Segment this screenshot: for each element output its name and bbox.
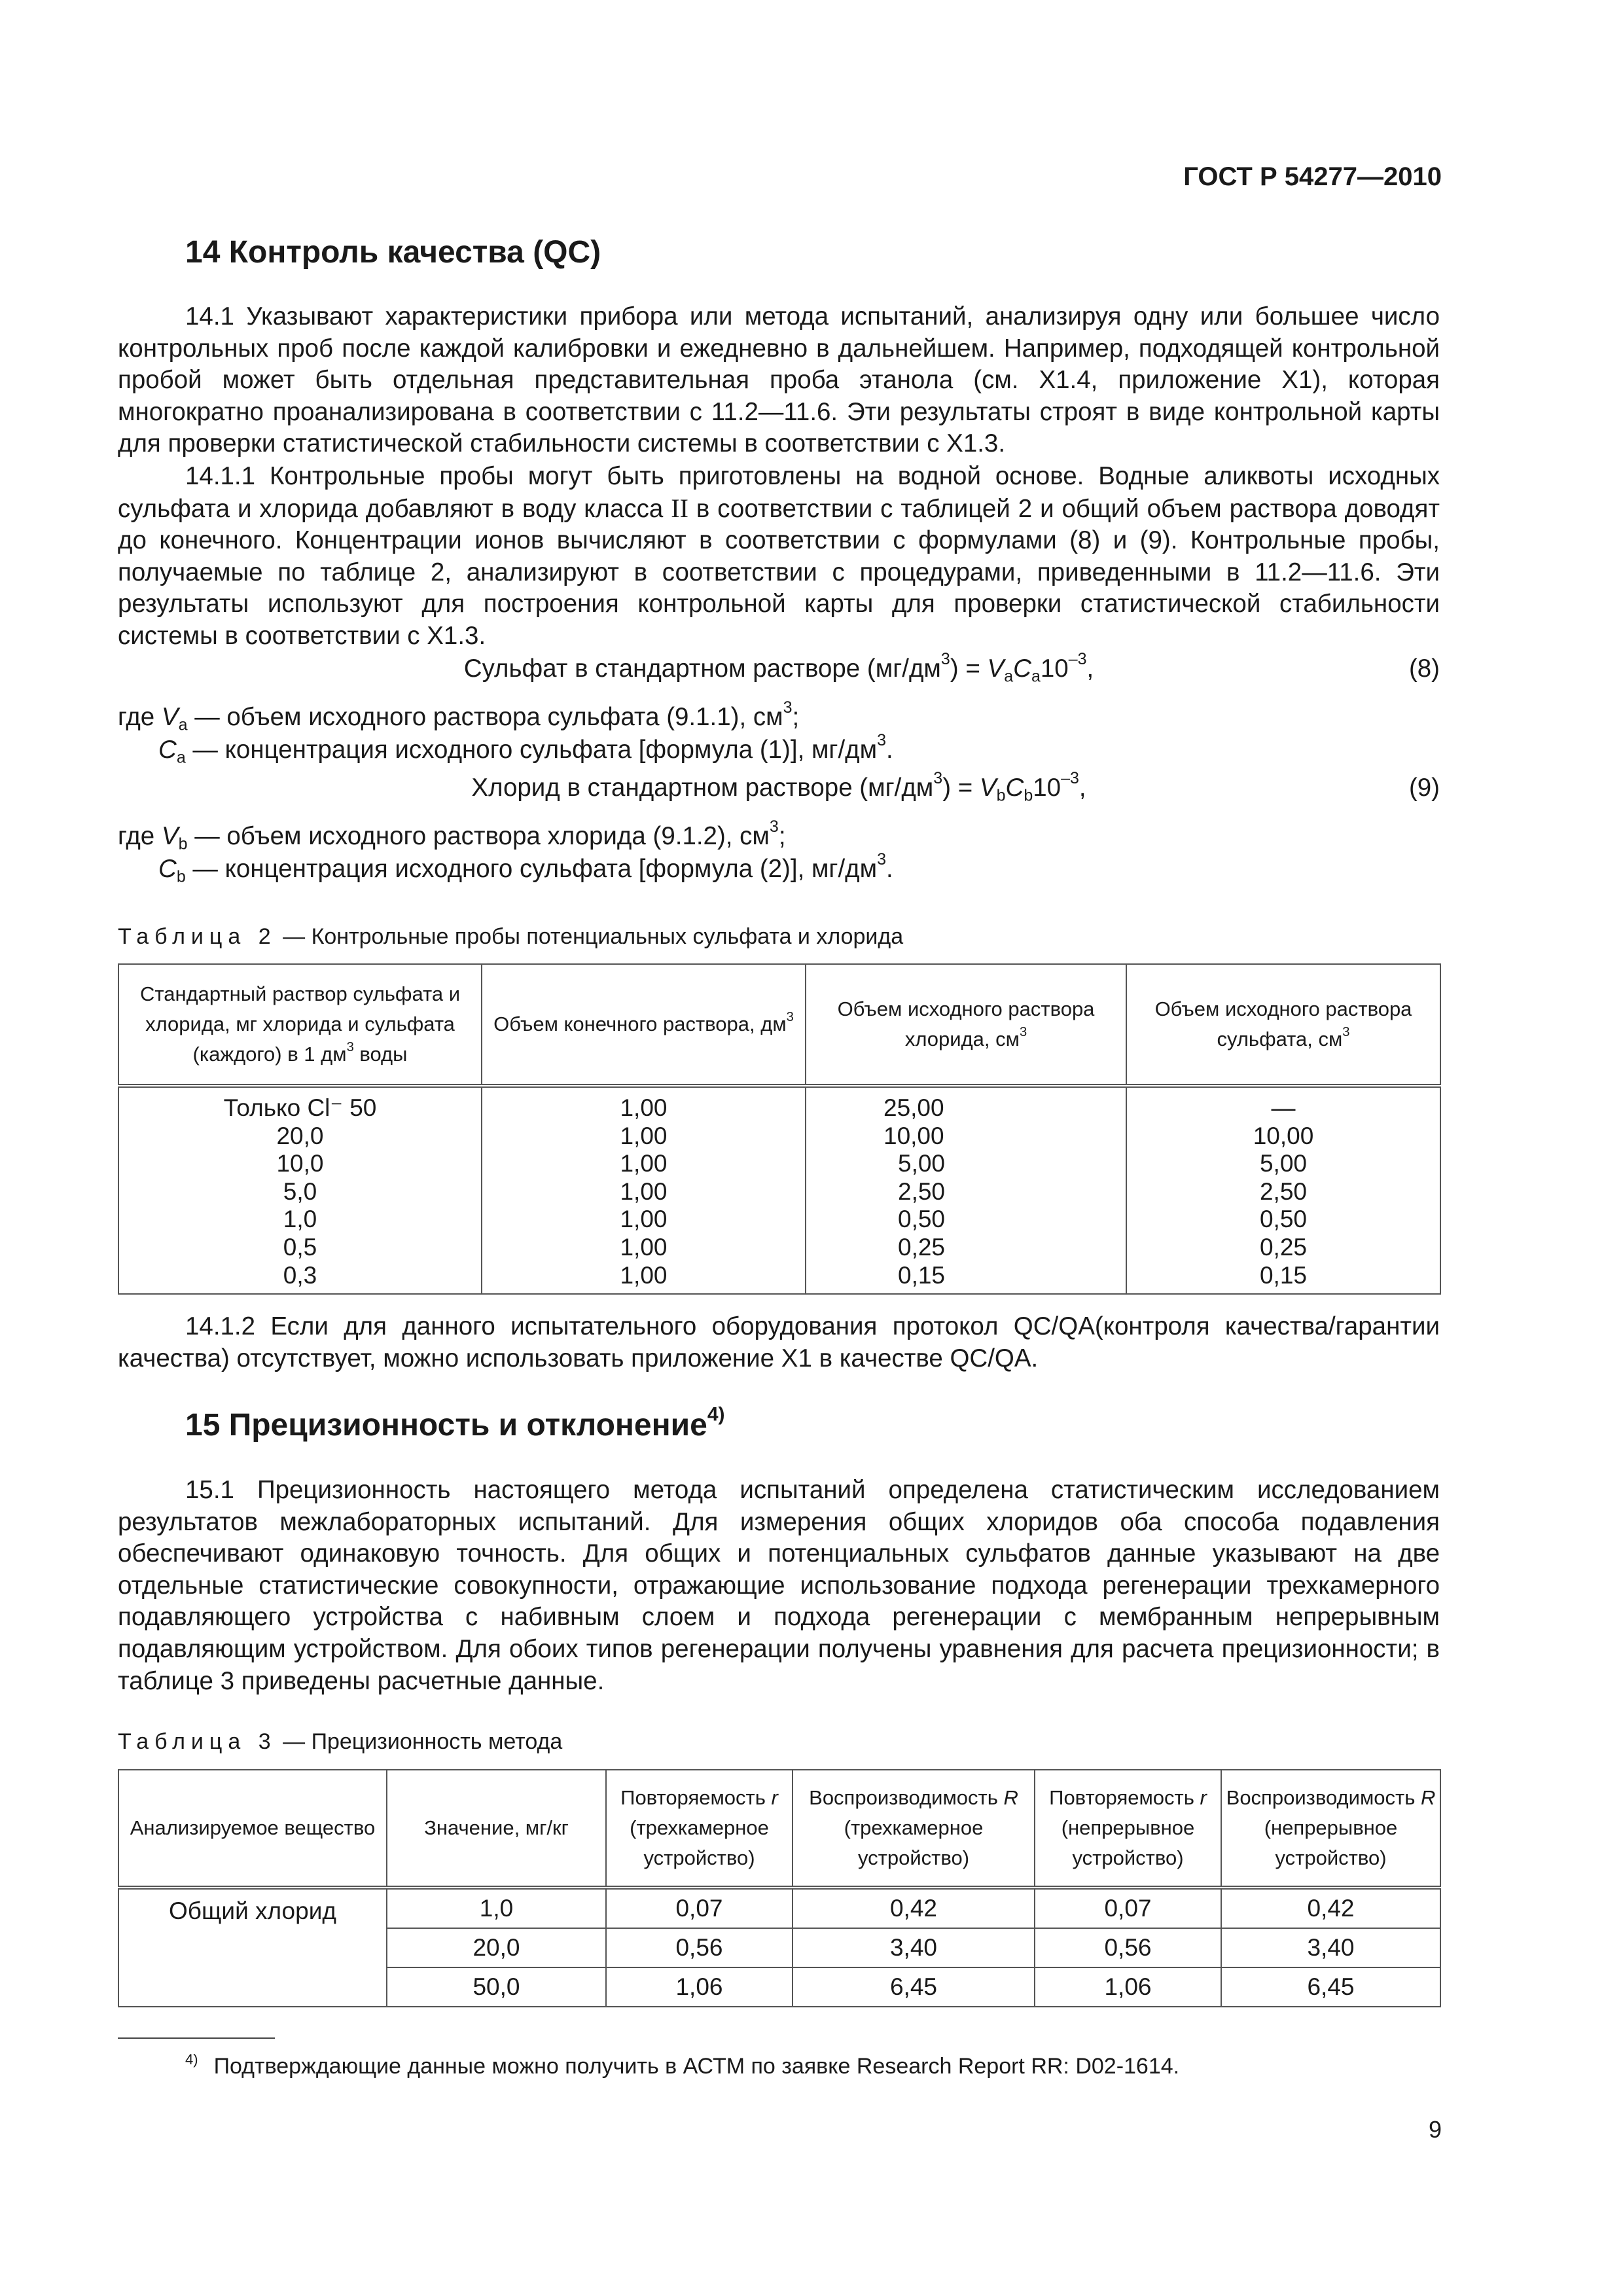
table-2-caption: Таблица 2 — Контрольные пробы потенциальных сульфата и хлорида — [118, 924, 904, 949]
section-14-title: 14 Контроль качества (QC) — [185, 235, 601, 270]
table-row: 20,0 1,00 10,00 10,00 — [118, 1122, 1440, 1151]
table-2-header: Объем исходного раствора сульфата, $см^3$ — [1126, 964, 1440, 1086]
table-2-header: Объем конечного раствора, $дм^3$ — [482, 964, 806, 1086]
table-row: 50,0 1,06 6,45 1,06 6,45 — [118, 1967, 1440, 2007]
table-3-header: Повторяемость r (трехкамерное устройство) — [606, 1770, 793, 1888]
formula-8-number: (8) — [1408, 655, 1440, 683]
footnote-separator — [118, 2037, 275, 2039]
formula-9-number: (9) — [1408, 774, 1440, 802]
table-3-header: Анализируемое вещество — [118, 1770, 387, 1888]
table-row: Только Cl⁻ 50 1,00 25,00 — — [118, 1086, 1440, 1122]
footnote-mark: 4) — [185, 2051, 198, 2068]
formula-9: Хлорид в стандартном растворе $(мг/дм^3) = V_bC_b10^{-3}$, (9) — [471, 769, 1440, 805]
formula-9-variable-cb: $C_b$ — концентрация исходного сульфата [формула (2)], $мг/дм^3$. — [158, 850, 893, 886]
table-3-header: Значение, мг/кг — [387, 1770, 606, 1888]
table-3-header: Воспроизводимость R (непрерывное устройство) — [1221, 1770, 1440, 1888]
table-3-caption: Таблица 3 — Прецизионность метода — [118, 1729, 563, 1754]
table-row: 0,3 1,00 0,15 0,15 — [118, 1262, 1440, 1295]
page-number: 9 — [1428, 2116, 1442, 2143]
table-row: 5,0 1,00 2,50 2,50 — [118, 1178, 1440, 1206]
formula-8-variable-va: где $V_a$ — объем исходного раствора сульфата (9.1.1), $см^3$; — [118, 698, 800, 734]
footnote: $^{4)}$ Подтверждающие данные можно получить в АСТМ по заявке Research Report RR: D02-1614. — [185, 2051, 1180, 2079]
formula-8: Сульфат в стандартном растворе $(мг/дм^3) = V_aC_a10^{-3}$, (8) — [463, 650, 1440, 686]
section-15-title: 15 Прецизионность и отклонение$^{4)}$ — [185, 1403, 725, 1443]
table-row: 1,0 1,00 0,50 0,50 — [118, 1206, 1440, 1234]
formula-9-variable-vb: где $V_b$ — объем исходного раствора хлорида (9.1.2), $см^3$; — [118, 817, 786, 853]
paragraph-15-1: 15.1 Прецизионность настоящего метода испытаний определена статистическим исследованием результатов межлабораторных испытаний. Для измерения общих хлоридов оба способа подавления обеспечивают одинаковую точность. Для общих и потенциальных сульфатов данные указывают на две отдельные статистические совокупности, отражающие использование подхода регенерации трехкамерного подавляющего устройства с набивным слоем и подхода регенерации с мембранным непрерывным подавляющим устройством. Для обоих типов регенерации получены уравнения для расчета прецизионности; в таблице 3 приведены расчетные данные. — [118, 1476, 1440, 1695]
table-row: 20,0 0,56 3,40 0,56 3,40 — [118, 1928, 1440, 1967]
document-standard-id: ГОСТ Р 54277—2010 — [1183, 162, 1442, 191]
water-class: II — [671, 493, 688, 523]
paragraph-14-1: 14.1 Указывают характеристики прибора или метода испытаний, анализируя одну или большее число контрольных проб после каждой калибровки и ежедневно в дальнейшем. Например, подходящей контрольной пробой может быть отдельная представительная проба этанола (см. X1.4, приложение X1), которая многократно проанализирована в соответствии с 11.2—11.6. Эти результаты строят в виде контрольной карты для проверки статистической стабильности системы в соответствии с X1.3. — [118, 302, 1440, 458]
table-2 — [118, 963, 1441, 1295]
table-row: 10,0 1,00 5,00 5,00 — [118, 1150, 1440, 1178]
paragraph-14-1-1: 14.1.1 Контрольные пробы могут быть приготовлены на водной основе. Водные аликвоты исходных сульфата и хлорида добавляют в воду класса II в соответствии с таблицей 2 и общий объем раствора доводят до конечного. Концентрации ионов вычисляют в соответствии с формулами (8) и (9). Контрольные пробы, получаемые по таблице 2, анализируют в соответствии с процедурами, приведенными в 11.2—11.6. Эти результаты используют для построения контрольной карты для проверки статистической стабильности системы в соответствии с X1.3. — [118, 462, 1440, 650]
paragraph-14-1-2: 14.1.2 Если для данного испытательного оборудования протокол QC/QA(контроля качества/гарантии качества) отсутствует, можно использовать приложение X1 в качестве QC/QA. — [118, 1312, 1440, 1372]
table-2-header: Стандартный раствор сульфата и хлорида, мг хлорида и сульфата (каждого) в 1 $дм^3$ воды — [118, 964, 482, 1086]
table-3-substance: Общий хлорид — [118, 1888, 387, 2007]
table-3 — [118, 1769, 1441, 2007]
table-3-header: Повторяемость r (непрерывное устройство) — [1035, 1770, 1221, 1888]
table-2-header: Объем исходного раствора хлорида, $см^3$ — [806, 964, 1126, 1086]
table-3-header: Воспроизводимость R (трехкамерное устройство) — [793, 1770, 1035, 1888]
footnote-ref: 4) — [707, 1403, 725, 1426]
table-row: 0,5 1,00 0,25 0,25 — [118, 1234, 1440, 1262]
table-row: Общий хлорид 1,0 0,07 0,42 0,07 0,42 — [118, 1888, 1440, 1928]
formula-8-variable-ca: $C_a$ — концентрация исходного сульфата [формула (1)], $мг/дм^3$. — [158, 731, 893, 767]
